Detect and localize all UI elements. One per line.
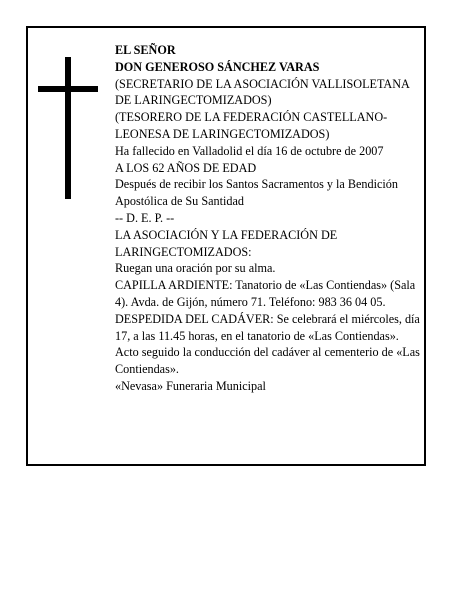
notice-text-block xyxy=(115,42,423,395)
role-secretary: (SECRETARIO DE LA ASOCIACIÓN VALLISOLETANA DE LARINGECTOMIZADOS) xyxy=(115,76,410,108)
cross-icon xyxy=(38,57,98,199)
notice-title-line-1: EL SEÑOR xyxy=(115,43,176,57)
prayer-line: Ruegan una oración por su alma. xyxy=(115,261,276,276)
sacraments-line: Después de recibir los Santos Sacramentos y la Bendición Apostólica de Su Santidad xyxy=(115,177,398,209)
cross-horizontal-bar xyxy=(38,86,98,92)
mourners-line: LA ASOCIACIÓN Y LA FEDERACIÓN DE LARINGECTOMIZADOS: xyxy=(115,227,338,259)
rip-line: -- D. E. P. -- xyxy=(115,210,175,225)
cross-vertical-bar xyxy=(65,57,71,199)
chapel-line: CAPILLA ARDIENTE: Tanatorio de «Las Contiendas» (Sala 4). Avda. de Gijón, número 71. Teléfono: 983 36 04 05. xyxy=(115,278,416,309)
deceased-name: DON GENEROSO SÁNCHEZ VARAS xyxy=(115,59,320,74)
funeral-home-line: «Nevasa» Funeraria Municipal xyxy=(115,378,266,393)
obituary-notice xyxy=(26,26,426,466)
death-date-line: Ha fallecido en Valladolid el día 16 de octubre de 2007 xyxy=(115,143,384,158)
age-line: A LOS 62 AÑOS DE EDAD xyxy=(115,160,257,175)
farewell-line: DESPEDIDA DEL CADÁVER: Se celebrará el miércoles, día 17, a las 11.45 horas, en el tanatorio de «Las Contiendas». Acto seguido la conducción del cadáver al cementerio de «Las Contiendas». xyxy=(115,311,420,377)
role-treasurer: (TESORERO DE LA FEDERACIÓN CASTELLANO-LEONESA DE LARINGECTOMIZADOS) xyxy=(115,110,388,141)
